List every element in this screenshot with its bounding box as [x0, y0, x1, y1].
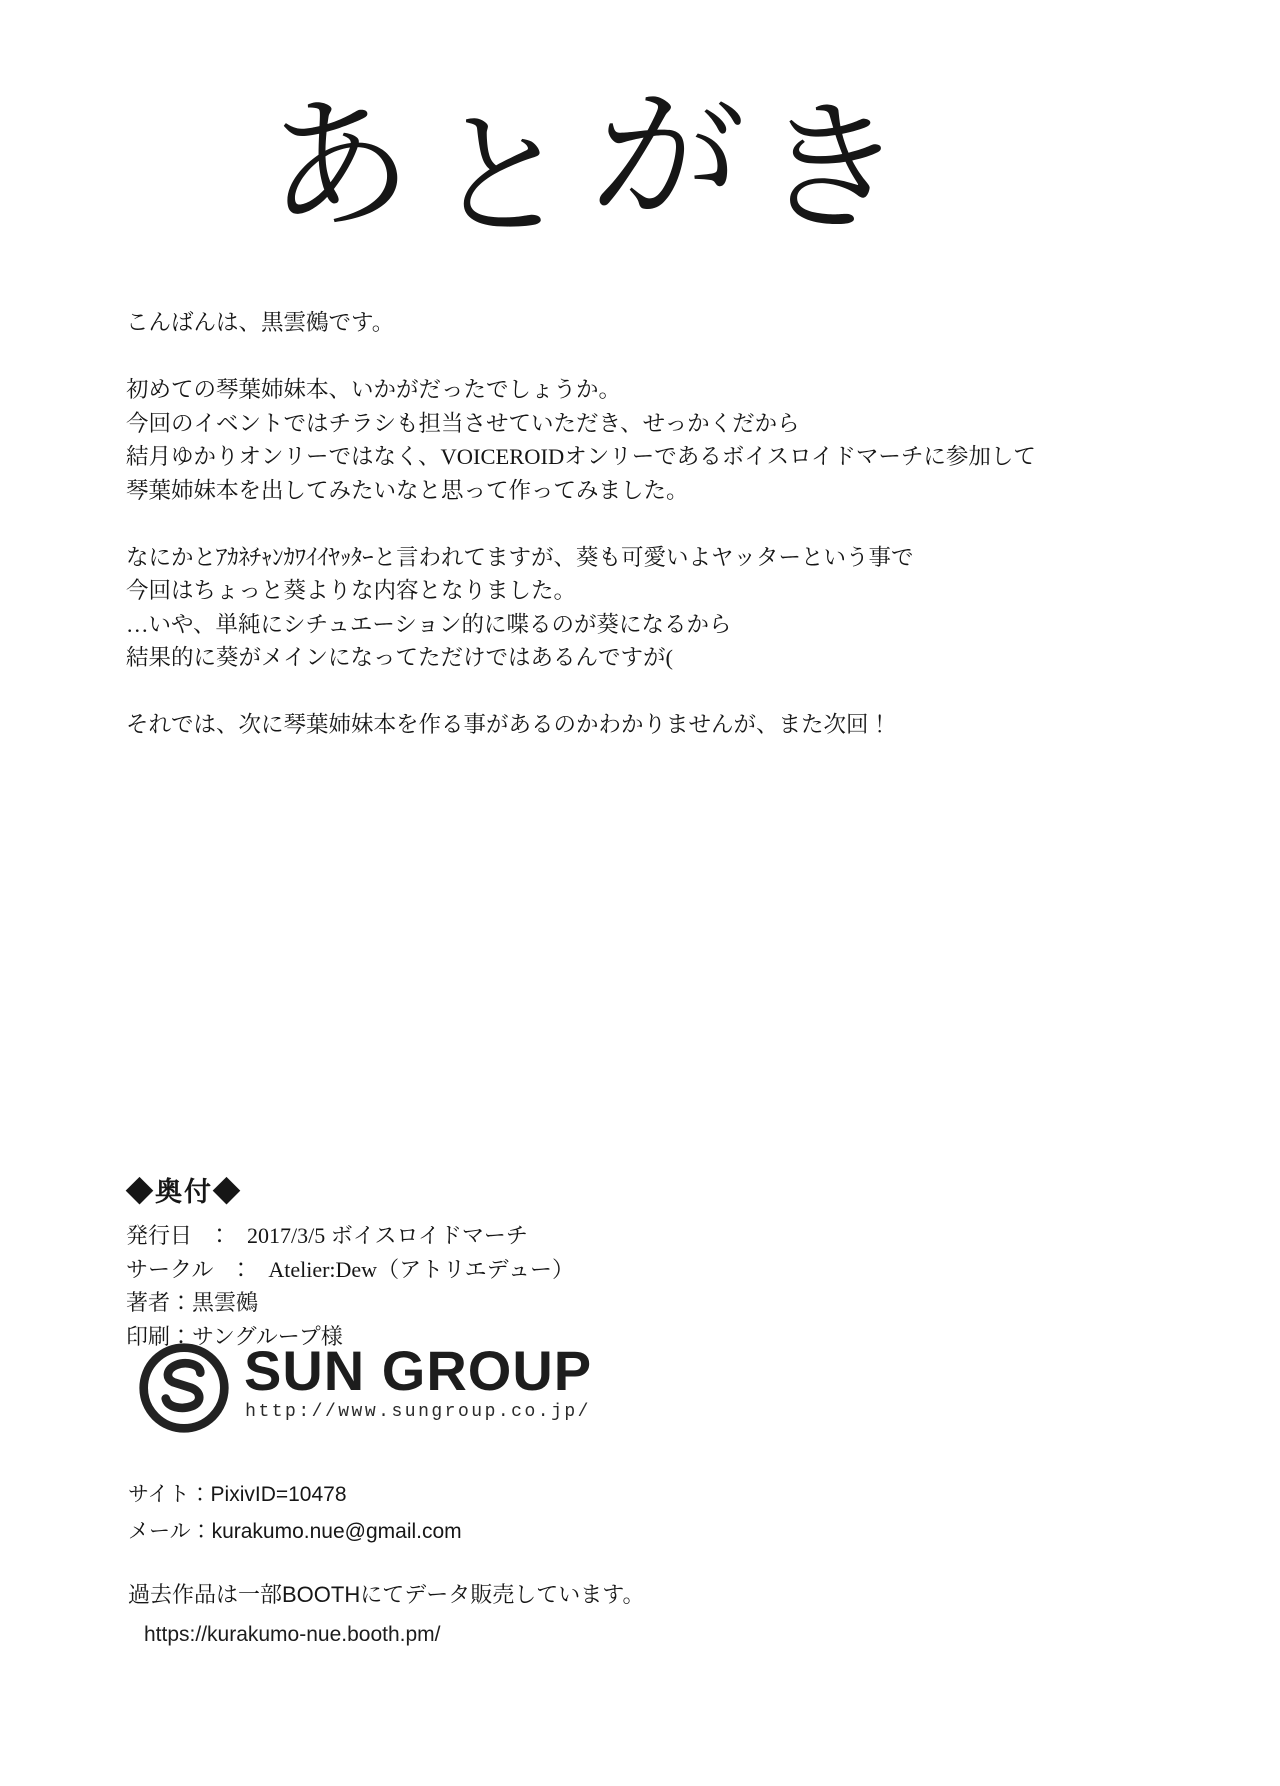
page-title — [0, 65, 1218, 258]
afterword-line — [126, 675, 1186, 709]
afterword-line: 結果的に葵がメインになってただけではあるんですが( — [126, 645, 674, 670]
booth-notice: 過去作品は一部BOOTHにてデータ販売しています。 — [128, 1582, 645, 1607]
colophon-row-published: 発行日 ： 2017/3/5 ボイスロイドマーチ — [126, 1223, 528, 1248]
printer-logo-block — [136, 1340, 592, 1436]
title-char: と — [431, 94, 560, 258]
sun-group-logo-icon — [136, 1340, 232, 1436]
afterword-line: なにかとｱｶﾈﾁｬﾝｶﾜｲｲﾔｯﾀｰと言われてますが、葵も可愛いよヤッターという事で — [126, 544, 914, 570]
title-char: あ — [257, 74, 407, 258]
title-char: き — [754, 81, 894, 255]
afterword-line: 結月ゆかりオンリーではなく、VOICEROIDオンリーであるボイスロイドマーチに参加して — [126, 444, 1036, 469]
afterword-line — [126, 340, 1186, 374]
afterword-line: 初めての琴葉姉妹本、いかがだったでしょうか。 — [126, 377, 622, 402]
printer-url: http://www.sungroup.co.jp/ — [245, 1402, 591, 1422]
contact-mail-line: メール：kurakumo.nue@gmail.com — [128, 1520, 462, 1543]
colophon-section — [126, 1170, 574, 1353]
contact-block — [128, 1476, 462, 1550]
colophon-row-circle: サークル ： Atelier:Dew（アトリエデュー） — [126, 1256, 574, 1282]
printer-name: SUN GROUP — [244, 1339, 593, 1402]
footer-block — [128, 1578, 644, 1647]
afterword-line — [126, 507, 1186, 541]
contact-site-line: サイト：PixivID=10478 — [128, 1483, 347, 1506]
colophon-heading: ◆奥付◆ — [126, 1177, 242, 1207]
colophon-row-author: 著者：黒雲鵺 — [126, 1290, 259, 1315]
afterword-line: こんばんは、黒雲鵺です。 — [126, 310, 395, 335]
afterword-line: 今回のイベントではチラシも担当させていただき、せっかくだから — [126, 410, 800, 436]
afterword-line: 琴葉姉妹本を出してみたいなと思って作ってみました。 — [126, 477, 689, 503]
afterword-line: 今回はちょっと葵よりな内容となりました。 — [126, 578, 577, 603]
afterword-line: …いや、単純にシチュエーション的に喋るのが葵になるから — [126, 611, 732, 637]
afterword-text — [126, 306, 1186, 742]
colophon-row-printer: 印刷：サングループ様 — [126, 1323, 343, 1349]
printer-text-column — [244, 1340, 592, 1422]
booth-url: https://kurakumo-nue.booth.pm/ — [144, 1623, 441, 1646]
title-char: が — [585, 65, 737, 251]
afterword-line: それでは、次に琴葉姉妹本を作る事があるのかわかりませんが、また次回！ — [126, 712, 892, 737]
